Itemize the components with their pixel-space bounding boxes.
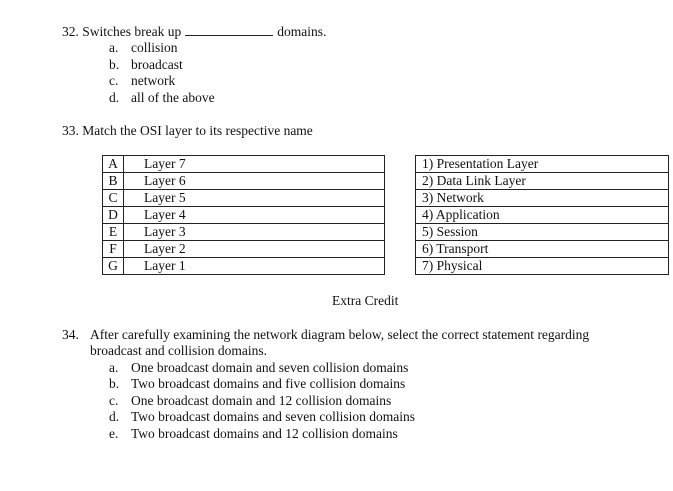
table-row bbox=[103, 224, 669, 241]
q34-option-c[interactable]: c. One broadcast domain and 12 collision domains bbox=[109, 393, 392, 408]
layer-name: 1) Presentation Layer bbox=[416, 156, 669, 173]
column-gap bbox=[385, 224, 416, 241]
column-gap bbox=[385, 207, 416, 224]
table-row bbox=[103, 156, 669, 173]
column-gap bbox=[385, 156, 416, 173]
q32-option-a[interactable]: a. collision bbox=[109, 40, 178, 55]
q34-option-e[interactable]: e. Two broadcast domains and 12 collision domains bbox=[109, 426, 398, 441]
column-gap bbox=[385, 241, 416, 258]
row-letter: D bbox=[103, 207, 124, 224]
layer-name: 4) Application bbox=[416, 207, 669, 224]
q32-answer-blank[interactable] bbox=[185, 25, 273, 36]
table-row bbox=[103, 173, 669, 190]
q32-stem-start: 32. Switches break up bbox=[62, 24, 182, 39]
layer-label: Layer 2 bbox=[124, 241, 385, 258]
osi-matching-table bbox=[102, 155, 669, 275]
layer-label: Layer 1 bbox=[124, 258, 385, 275]
question-34-number: 34. bbox=[62, 327, 79, 342]
q32-option-c[interactable]: c. network bbox=[109, 73, 176, 88]
row-letter: G bbox=[103, 258, 124, 275]
q34-option-a[interactable]: a. One broadcast domain and seven collision domains bbox=[109, 360, 409, 375]
question-33-stem: 33. Match the OSI layer to its respective name bbox=[62, 123, 313, 138]
layer-name: 6) Transport bbox=[416, 241, 669, 258]
layer-name: 3) Network bbox=[416, 190, 669, 207]
layer-name: 2) Data Link Layer bbox=[416, 173, 669, 190]
q32-stem-end: domains. bbox=[277, 24, 327, 39]
table-row bbox=[103, 258, 669, 275]
column-gap bbox=[385, 173, 416, 190]
layer-label: Layer 5 bbox=[124, 190, 385, 207]
layer-name: 7) Physical bbox=[416, 258, 669, 275]
q32-option-d[interactable]: d. all of the above bbox=[109, 90, 215, 105]
extra-credit-heading: Extra Credit bbox=[332, 293, 399, 308]
layer-label: Layer 6 bbox=[124, 173, 385, 190]
layer-label: Layer 3 bbox=[124, 224, 385, 241]
q34-option-d[interactable]: d. Two broadcast domains and seven collision domains bbox=[109, 409, 416, 424]
column-gap bbox=[385, 190, 416, 207]
table-row bbox=[103, 207, 669, 224]
column-gap bbox=[385, 258, 416, 275]
row-letter: E bbox=[103, 224, 124, 241]
q32-option-b[interactable]: b. broadcast bbox=[109, 57, 183, 72]
row-letter: A bbox=[103, 156, 124, 173]
question-34-stem-line1: After carefully examining the network diagram below, select the correct statement regarding bbox=[90, 327, 590, 342]
layer-label: Layer 7 bbox=[124, 156, 385, 173]
layer-label: Layer 4 bbox=[124, 207, 385, 224]
table-row bbox=[103, 241, 669, 258]
layer-name: 5) Session bbox=[416, 224, 669, 241]
question-32-stem bbox=[62, 24, 326, 39]
question-34-stem-line2: broadcast and collision domains. bbox=[90, 343, 267, 358]
table-row bbox=[103, 190, 669, 207]
q34-option-b[interactable]: b. Two broadcast domains and five collision domains bbox=[109, 376, 406, 391]
row-letter: B bbox=[103, 173, 124, 190]
row-letter: F bbox=[103, 241, 124, 258]
row-letter: C bbox=[103, 190, 124, 207]
